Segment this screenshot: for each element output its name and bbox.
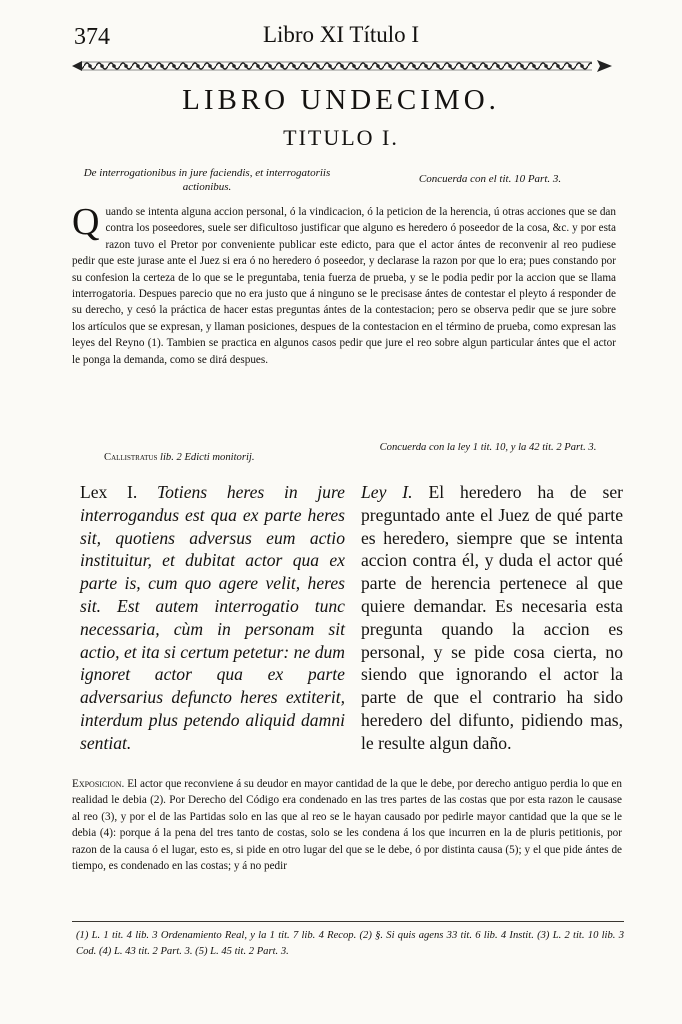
latin-law-number: Lex I. — [80, 482, 138, 502]
intro-text: uando se intenta alguna accion personal, ó la vindicacion, ó la peticion de la herencia, ú otras acciones que se dan contra los poseedores, suele ser dificultoso justificar que alguno es heredero ó poseedor de la cosa, &c. y por esta razon tuvo el Pretor por conveniente publicar este edicto, para que el actor ántes de reconvenir al reo pudiese pedir que este jurase ante el Juez si era ó no heredero ó poseedor, y declarase la razon por que lo era; pues constando por su confesion la certeza de lo que se le preguntaba, tenia fuerza de prueba, y se le podia pedir por la accion que se llama interrogatoria. Despues parecio que no era justo que á ninguno se le precisase ántes de contestar el pleyto á responder de su derecho, y cesó la práctica de hacer estas preguntas ántes de la contestacion; pero se observa pedir que se jure sobre los artículos que se expresan, y llaman posiciones, despues de la contestacion en el término de prueba, como expresan las leyes del Reyno (1). Tambien se practica en algunos casos pedir que jure el reo sobre algun particular ántes que el actor le ponga la demanda, como se dirá despues. — [72, 206, 616, 366]
exposition-text: El actor que reconviene á su deudor en mayor cantidad de la que le debe, por derecho antiguo perdia lo que en realidad le debia (2). Por Derecho del Código era condenado en las tres partes de las costas que por esta razon le causase al reo (3), y por el de las Partidas solo en las que al reo se le hayan causado por pedirle mayor cantidad que la que se le debia (4): porque á la pena del tres tanto de costas, solo se les condena á los que incurren en la de pluris petitionis, por razon de la causa ó el lugar, esto es, si pide en otro lugar del que se le debe, ó por distinta causa (5); y el que pide ántes de tiempo, es condenado en las costas; y á no pedir — [72, 778, 622, 873]
latin-law-text: Totiens heres in jure interrogandus est qua ex parte heres sit, quotiens adversus eum actio instituitur, et dubitat actor qua ex parte is, cum quo agere velit, heres sit. Est autem interrogatio tunc necessaria, cùm in personam sit actio, et ita si certum petetur: ne dum ignoret actor qua ex parte adversarius defuncto heres extiterit, interdum plus petendo aliquid damni sentiat. — [80, 482, 345, 753]
source-work: lib. 2 Edicti monitorij. — [160, 452, 255, 463]
page-number: 374 — [74, 24, 110, 50]
drop-cap: Q — [72, 201, 100, 243]
intro-paragraph — [72, 201, 616, 368]
book-title: LIBRO UNDECIMO. — [182, 84, 500, 116]
spanish-law-column — [361, 481, 623, 755]
exposition-paragraph — [72, 776, 622, 874]
concordance-note: Concuerda con el tit. 10 Part. 3. — [418, 173, 562, 185]
source-author: Callistratus — [104, 452, 158, 463]
spanish-law-number: Ley I. — [361, 482, 413, 502]
footnotes: (1) L. 1 tit. 4 lib. 3 Ordenamiento Real, y la 1 tit. 7 lib. 4 Recop. (2) §. Si quis agens 33 tit. 6 lib. 4 Instit. (3) L. 2 tit. 10 lib. 3 Cod. (4) L. 43 tit. 2 Part. 3. (5) L. 45 tit. 2 Part. 3. — [76, 930, 624, 957]
decorative-ornament — [72, 58, 612, 74]
latin-rubric: De interrogationibus in jure faciendis, et interrogatoriis actionibus. — [83, 167, 331, 193]
title-heading: TITULO I. — [283, 125, 399, 150]
spanish-concordance: Concuerda con la ley 1 tit. 10, y la 42 tit. 2 Part. 3. — [379, 442, 597, 453]
exposition-label: Exposicion. — [72, 778, 125, 790]
footnote-divider — [72, 921, 624, 922]
latin-source — [104, 452, 254, 463]
running-title: Libro XI Título I — [262, 22, 420, 47]
spanish-law-text: El heredero ha de ser preguntado ante el Juez de qué parte es heredero, siempre que se intenta accion contra él, y duda el actor qué parte de herencia pertenece al que quiere demandar. Es necesaria esta pregunta quando la accion es personal, y se pide cosa cierta, no siendo que ignorando el actor la parte de que el contrario ha sido heredero del difunto, pidiendo mas, le resulte algun daño. — [361, 482, 623, 753]
latin-law-column — [80, 481, 345, 755]
